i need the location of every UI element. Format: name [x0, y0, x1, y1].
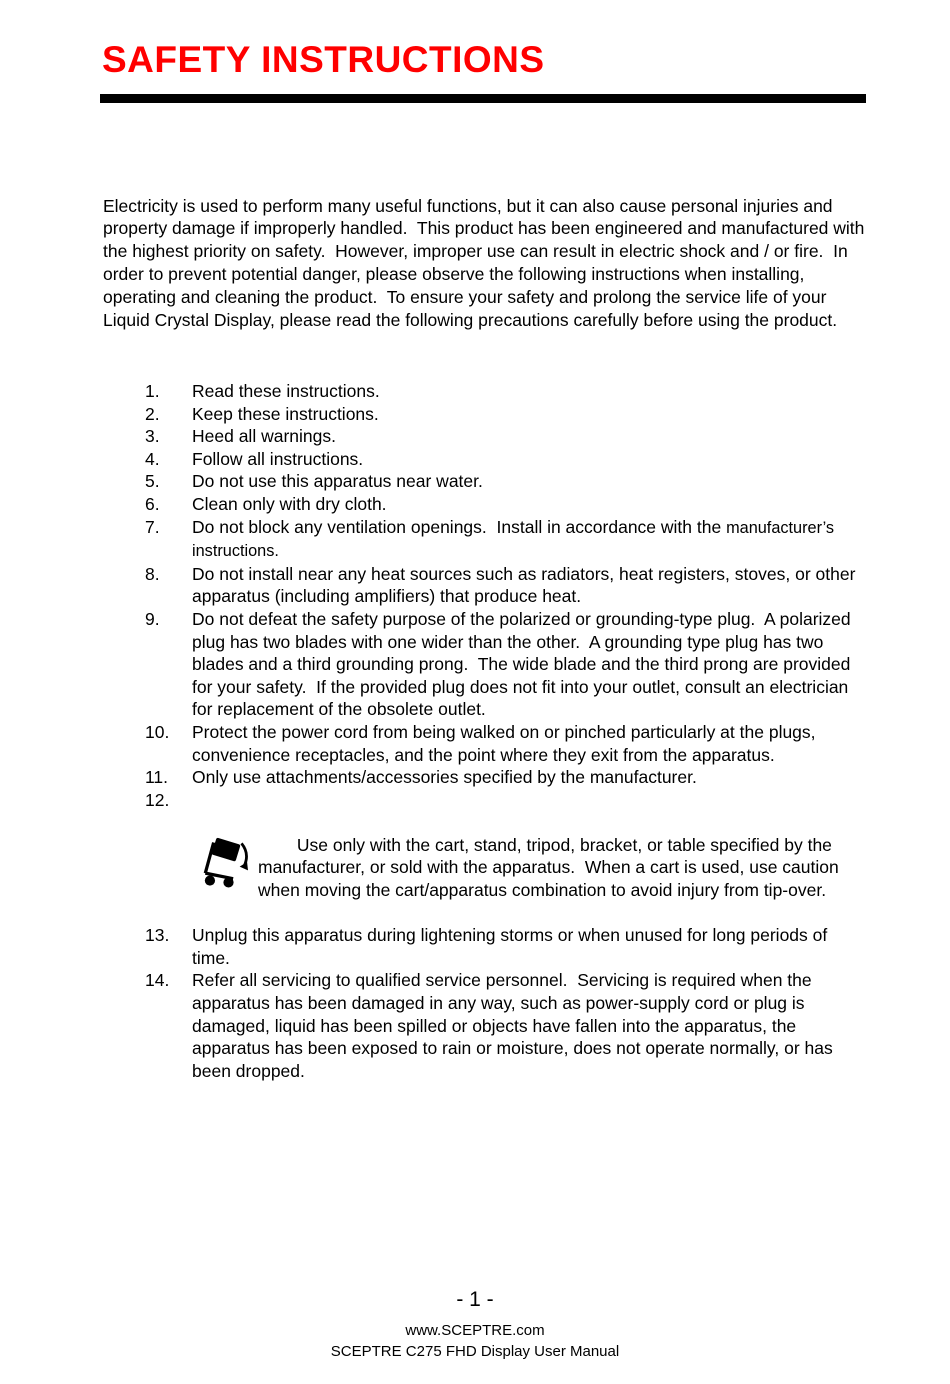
list-item	[145, 493, 861, 516]
list-item-text: Refer all servicing to qualified service personnel. Servicing is required when the apparatus has been damaged in any way, such as power-supply cord or plug is damaged, liquid has been spilled or objects have fallen into the apparatus, the apparatus has been exposed to rain or moisture, does not operate normally, or has been dropped.	[192, 970, 838, 1081]
list-item-text-with-icon	[192, 789, 861, 925]
page-number: - 1 -	[456, 1288, 494, 1311]
list-item-text: Read these instructions.	[192, 381, 380, 401]
list-item-text: Follow all instructions.	[192, 448, 364, 469]
list-item	[145, 425, 861, 448]
list-item-number: 3.	[145, 426, 160, 447]
list-item-number: 14.	[145, 970, 170, 991]
page-title: SAFETY INSTRUCTIONS	[102, 38, 545, 80]
list-item-number: 6.	[145, 493, 160, 514]
list-item-text: Protect the power cord from being walked on or pinched particularly at the plugs, convenience receptacles, and the point where they exit from the apparatus.	[192, 721, 821, 765]
list-item-number: 1.	[145, 381, 160, 401]
list-item-text: Do not install near any heat sources such as radiators, heat registers, stoves, or other apparatus (including amplifiers) that produce heat.	[192, 563, 861, 607]
footer-manual-title: SCEPTRE C275 FHD Display User Manual	[330, 1343, 620, 1360]
list-item-number: 8.	[145, 563, 160, 584]
list-item-text: Clean only with dry cloth.	[192, 493, 387, 514]
list-item-text-alt: manufacturer’s instructions.	[192, 518, 839, 561]
list-item	[145, 924, 861, 969]
list-item-text	[192, 516, 861, 563]
list-item	[145, 766, 861, 789]
list-item	[145, 403, 861, 426]
list-item-number: 5.	[145, 471, 160, 492]
safety-instructions-list	[145, 380, 861, 1082]
list-item-number: 11.	[145, 767, 169, 788]
list-item-text: Only use attachments/accessories specified by the manufacturer.	[192, 767, 697, 788]
list-item	[145, 721, 861, 766]
list-item-number: 7.	[145, 516, 160, 537]
cart-tip-over-warning-icon	[194, 791, 250, 843]
list-item-number: 13.	[145, 925, 170, 946]
list-item	[145, 789, 861, 925]
title-divider-rule	[100, 94, 866, 103]
list-item	[145, 563, 861, 608]
list-item-text: Unplug this apparatus during lightening storms or when unused for long periods of time.	[192, 925, 833, 968]
list-item-text: Do not defeat the safety purpose of the polarized or grounding-type plug. A polarized plug has two blades with one wider than the other. A grounding type plug has two blades and a third grounding prong. The wide blade and the third prong are provided for your safety. If the provided plug does not fit into your outlet, consult an electrician for replacement of the obsolete outlet.	[192, 608, 856, 720]
list-item	[145, 448, 861, 471]
list-item	[145, 516, 861, 563]
list-item-number: 4.	[145, 448, 160, 469]
list-item	[145, 380, 861, 403]
list-item-text: Use only with the cart, stand, tripod, bracket, or table specified by the manufacturer, or sold with the apparatus. When a cart is used, use caution when moving the cart/apparatus combination to avoid injury from tip-over.	[258, 834, 844, 901]
list-item-text: Keep these instructions.	[192, 403, 379, 424]
list-item-number: 9.	[145, 608, 160, 629]
intro-paragraph: Electricity is used to perform many useful functions, but it can also cause personal injuries and property damage if improperly handled. This product has been engineered and manufactured with the highest priority on safety. However, improper use can result in electric shock and / or fire. In order to prevent potential danger, please observe the following instructions when installing, operating and cleaning the product. To ensure your safety and prolong the service life of your Liquid Crystal Display, please read the following precautions carefully before using the product.	[103, 195, 870, 331]
list-item-number: 10.	[145, 721, 170, 742]
list-item-number: 12.	[145, 789, 170, 810]
list-item	[145, 608, 861, 721]
list-item-text: Heed all warnings.	[192, 426, 336, 447]
list-item-text-main: Do not block any ventilation openings. Install in accordance with the	[192, 516, 727, 537]
list-item-number: 2.	[145, 403, 160, 424]
list-item	[145, 470, 861, 493]
list-item	[145, 969, 861, 1082]
list-item-text: Do not use this apparatus near water.	[192, 471, 483, 492]
footer-website: www.SCEPTRE.com	[405, 1322, 545, 1339]
